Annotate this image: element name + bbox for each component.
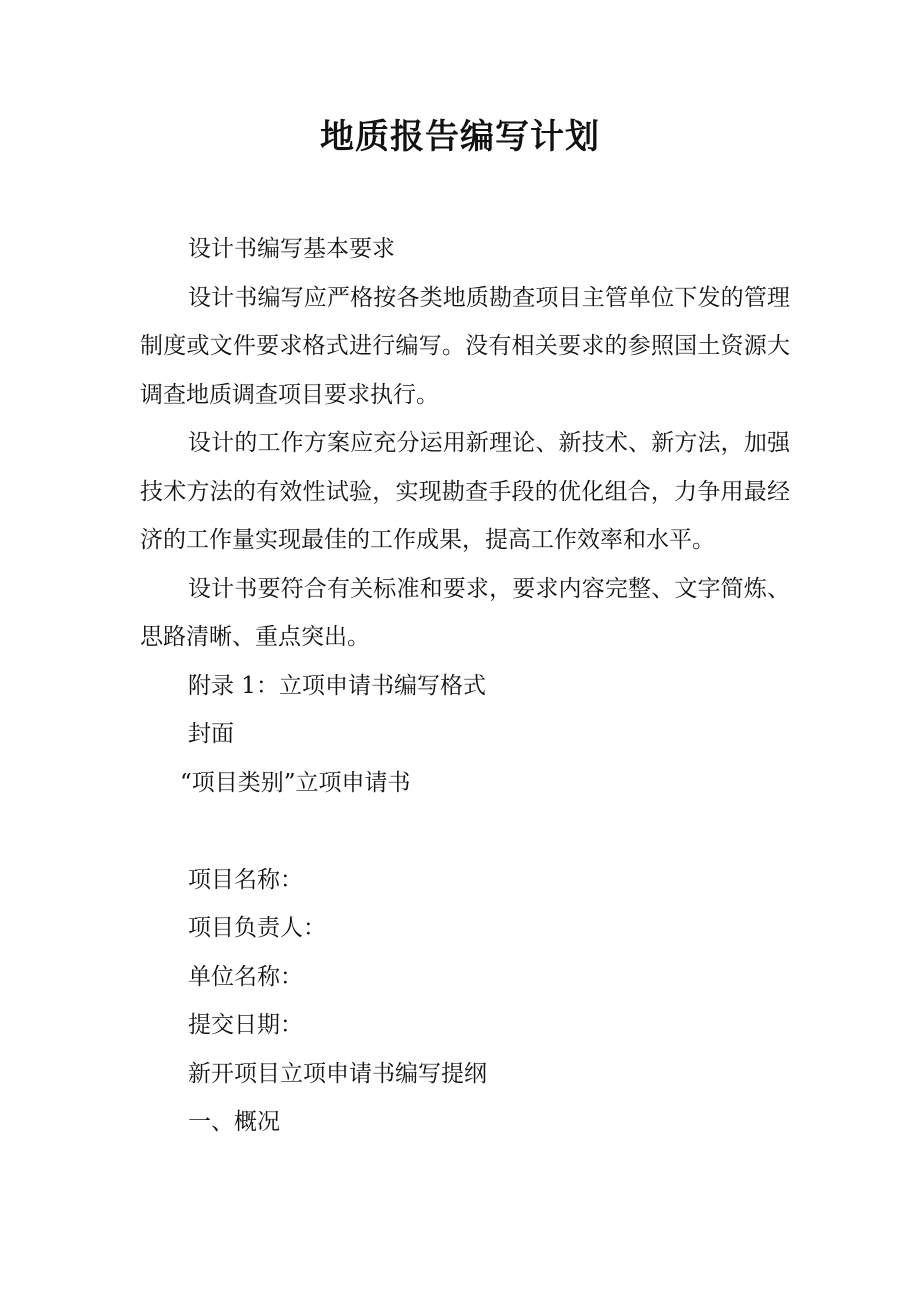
document-body [140,225,790,1147]
appendix-title: 附录 1：立项申请书编写格式 [188,672,486,699]
outline-title: 新开项目立项申请书编写提纲 [188,1060,487,1087]
cover-label: 封面 [188,721,234,747]
cover-title: “项目类别”立项申请书 [180,769,411,796]
paragraph-3: 设计书要符合有关标准和要求，要求内容完整、文字简炼、思路清晰、重点突出。 [140,575,790,650]
field-submit-date: 提交日期： [188,1012,303,1038]
field-project-leader: 项目负责人： [188,915,326,941]
blank-line [140,807,790,856]
section-heading-basic-requirements: 设计书编写基本要求 [188,236,395,262]
field-project-name: 项目名称： [188,866,303,893]
document-title: 地质报告编写计划 [320,117,600,157]
paragraph-1: 设计书编写应严格按各类地质勘查项目主管单位下发的管理制度或文件要求格式进行编写。没有相关要求的参照国土资源大调查地质调查项目要求执行。 [140,284,790,408]
paragraph-2: 设计的工作方案应充分运用新理论、新技术、新方法，加强技术方法的有效性试验，实现勘查手段的优化组合，力争用最经济的工作量实现最佳的工作成果，提高工作效率和水平。 [140,430,790,553]
section-overview: 一、概况 [188,1109,280,1135]
field-unit-name: 单位名称： [188,963,303,990]
